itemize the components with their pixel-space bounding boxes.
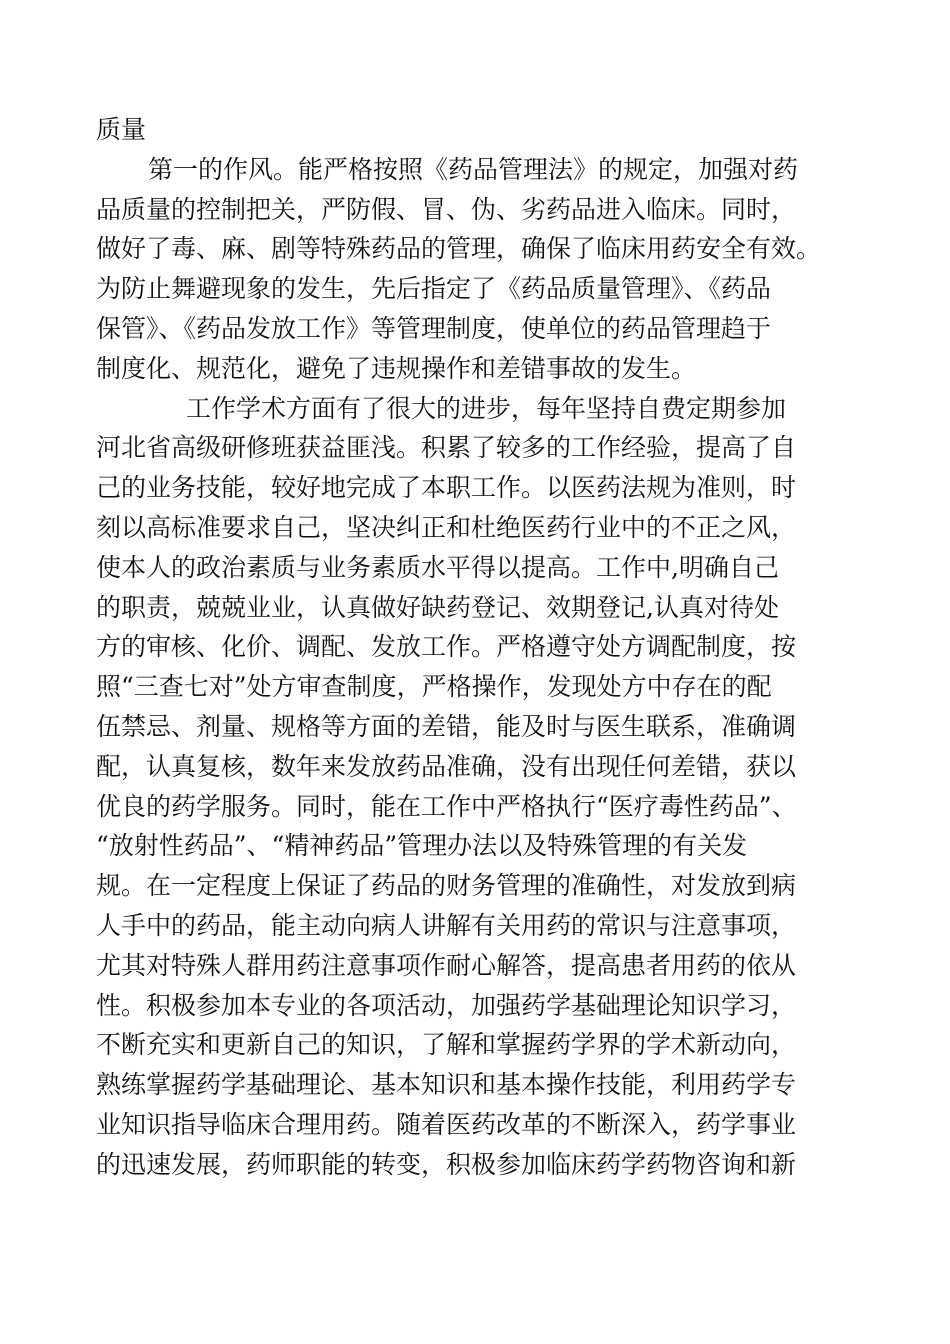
text-line: 质量: [96, 115, 147, 144]
text-line: 为防止舞避现象的发生，先后指定了《药品质量管理》、《药品: [96, 274, 772, 304]
body-text: [96, 110, 876, 1185]
text-line: 品质量的控制把关，严防假、冒、伪、劣药品进入临床。同时，: [96, 194, 797, 224]
text-line: 尤其对特殊人群用药注意事项作耐心解答，提高患者用药的依从: [96, 950, 797, 980]
text-line: 使本人的政治素质与业务素质水平得以提高。工作中,明确自己: [96, 552, 779, 582]
text-line: 的职责，兢兢业业，认真做好缺药登记、效期登记,认真对待处: [96, 592, 779, 622]
text-line: 不断充实和更新自己的知识，了解和掌握药学界的学术新动向，: [96, 1030, 797, 1060]
text-line: 伍禁忌、剂量、规格等方面的差错，能及时与医生联系，准确调: [96, 711, 797, 741]
text-line: 规。在一定程度上保证了药品的财务管理的准确性，对发放到病: [96, 871, 797, 901]
text-line: 人手中的药品，能主动向病人讲解有关用药的常识与注意事项，: [96, 910, 797, 940]
text-line: 工作学术方面有了很大的进步，每年坚持自费定期参加: [186, 393, 787, 423]
text-line: 性。积极参加本专业的各项活动，加强药学基础理论知识学习，: [96, 990, 797, 1020]
text-line: 保管》、《药品发放工作》等管理制度，使单位的药品管理趋于: [96, 313, 772, 343]
text-line: 熟练掌握药学基础理论、基本知识和基本操作技能，利用药学专: [96, 1070, 797, 1100]
text-line: “放射性药品”、“精神药品”管理办法以及特殊管理的有关发: [96, 831, 748, 861]
text-line: 照“三查七对”处方审查制度，严格操作，发现处方中存在的配: [96, 672, 772, 702]
text-line: 业知识指导临床合理用药。随着医药改革的不断深入，药学事业: [96, 1109, 797, 1139]
text-line: 方的审核、化价、调配、发放工作。严格遵守处方调配制度，按: [96, 632, 797, 662]
text-line: 刻以高标准要求自己，坚决纠正和杜绝医药行业中的不正之风，: [96, 512, 797, 542]
text-line: 的迅速发展，药师职能的转变，积极参加临床药学药物咨询和新: [96, 1149, 797, 1179]
text-line: 第一的作风。能严格按照《药品管理法》的规定，加强对药: [148, 154, 799, 184]
text-line: 配，认真复核，数年来发放药品准确，没有出现任何差错，获以: [96, 751, 797, 781]
text-line: 制度化、规范化，避免了违规操作和差错事故的发生。: [96, 353, 697, 383]
text-line: 做好了毒、麻、剧等特殊药品的管理，确保了临床用药安全有效。: [96, 234, 822, 264]
text-line: 优良的药学服务。同时，能在工作中严格执行“医疗毒性药品”、: [96, 791, 797, 821]
text-line: 河北省高级研修班获益匪浅。积累了较多的工作经验，提高了自: [96, 433, 797, 463]
text-line: 己的业务技能，较好地完成了本职工作。以医药法规为准则，时: [96, 473, 797, 503]
